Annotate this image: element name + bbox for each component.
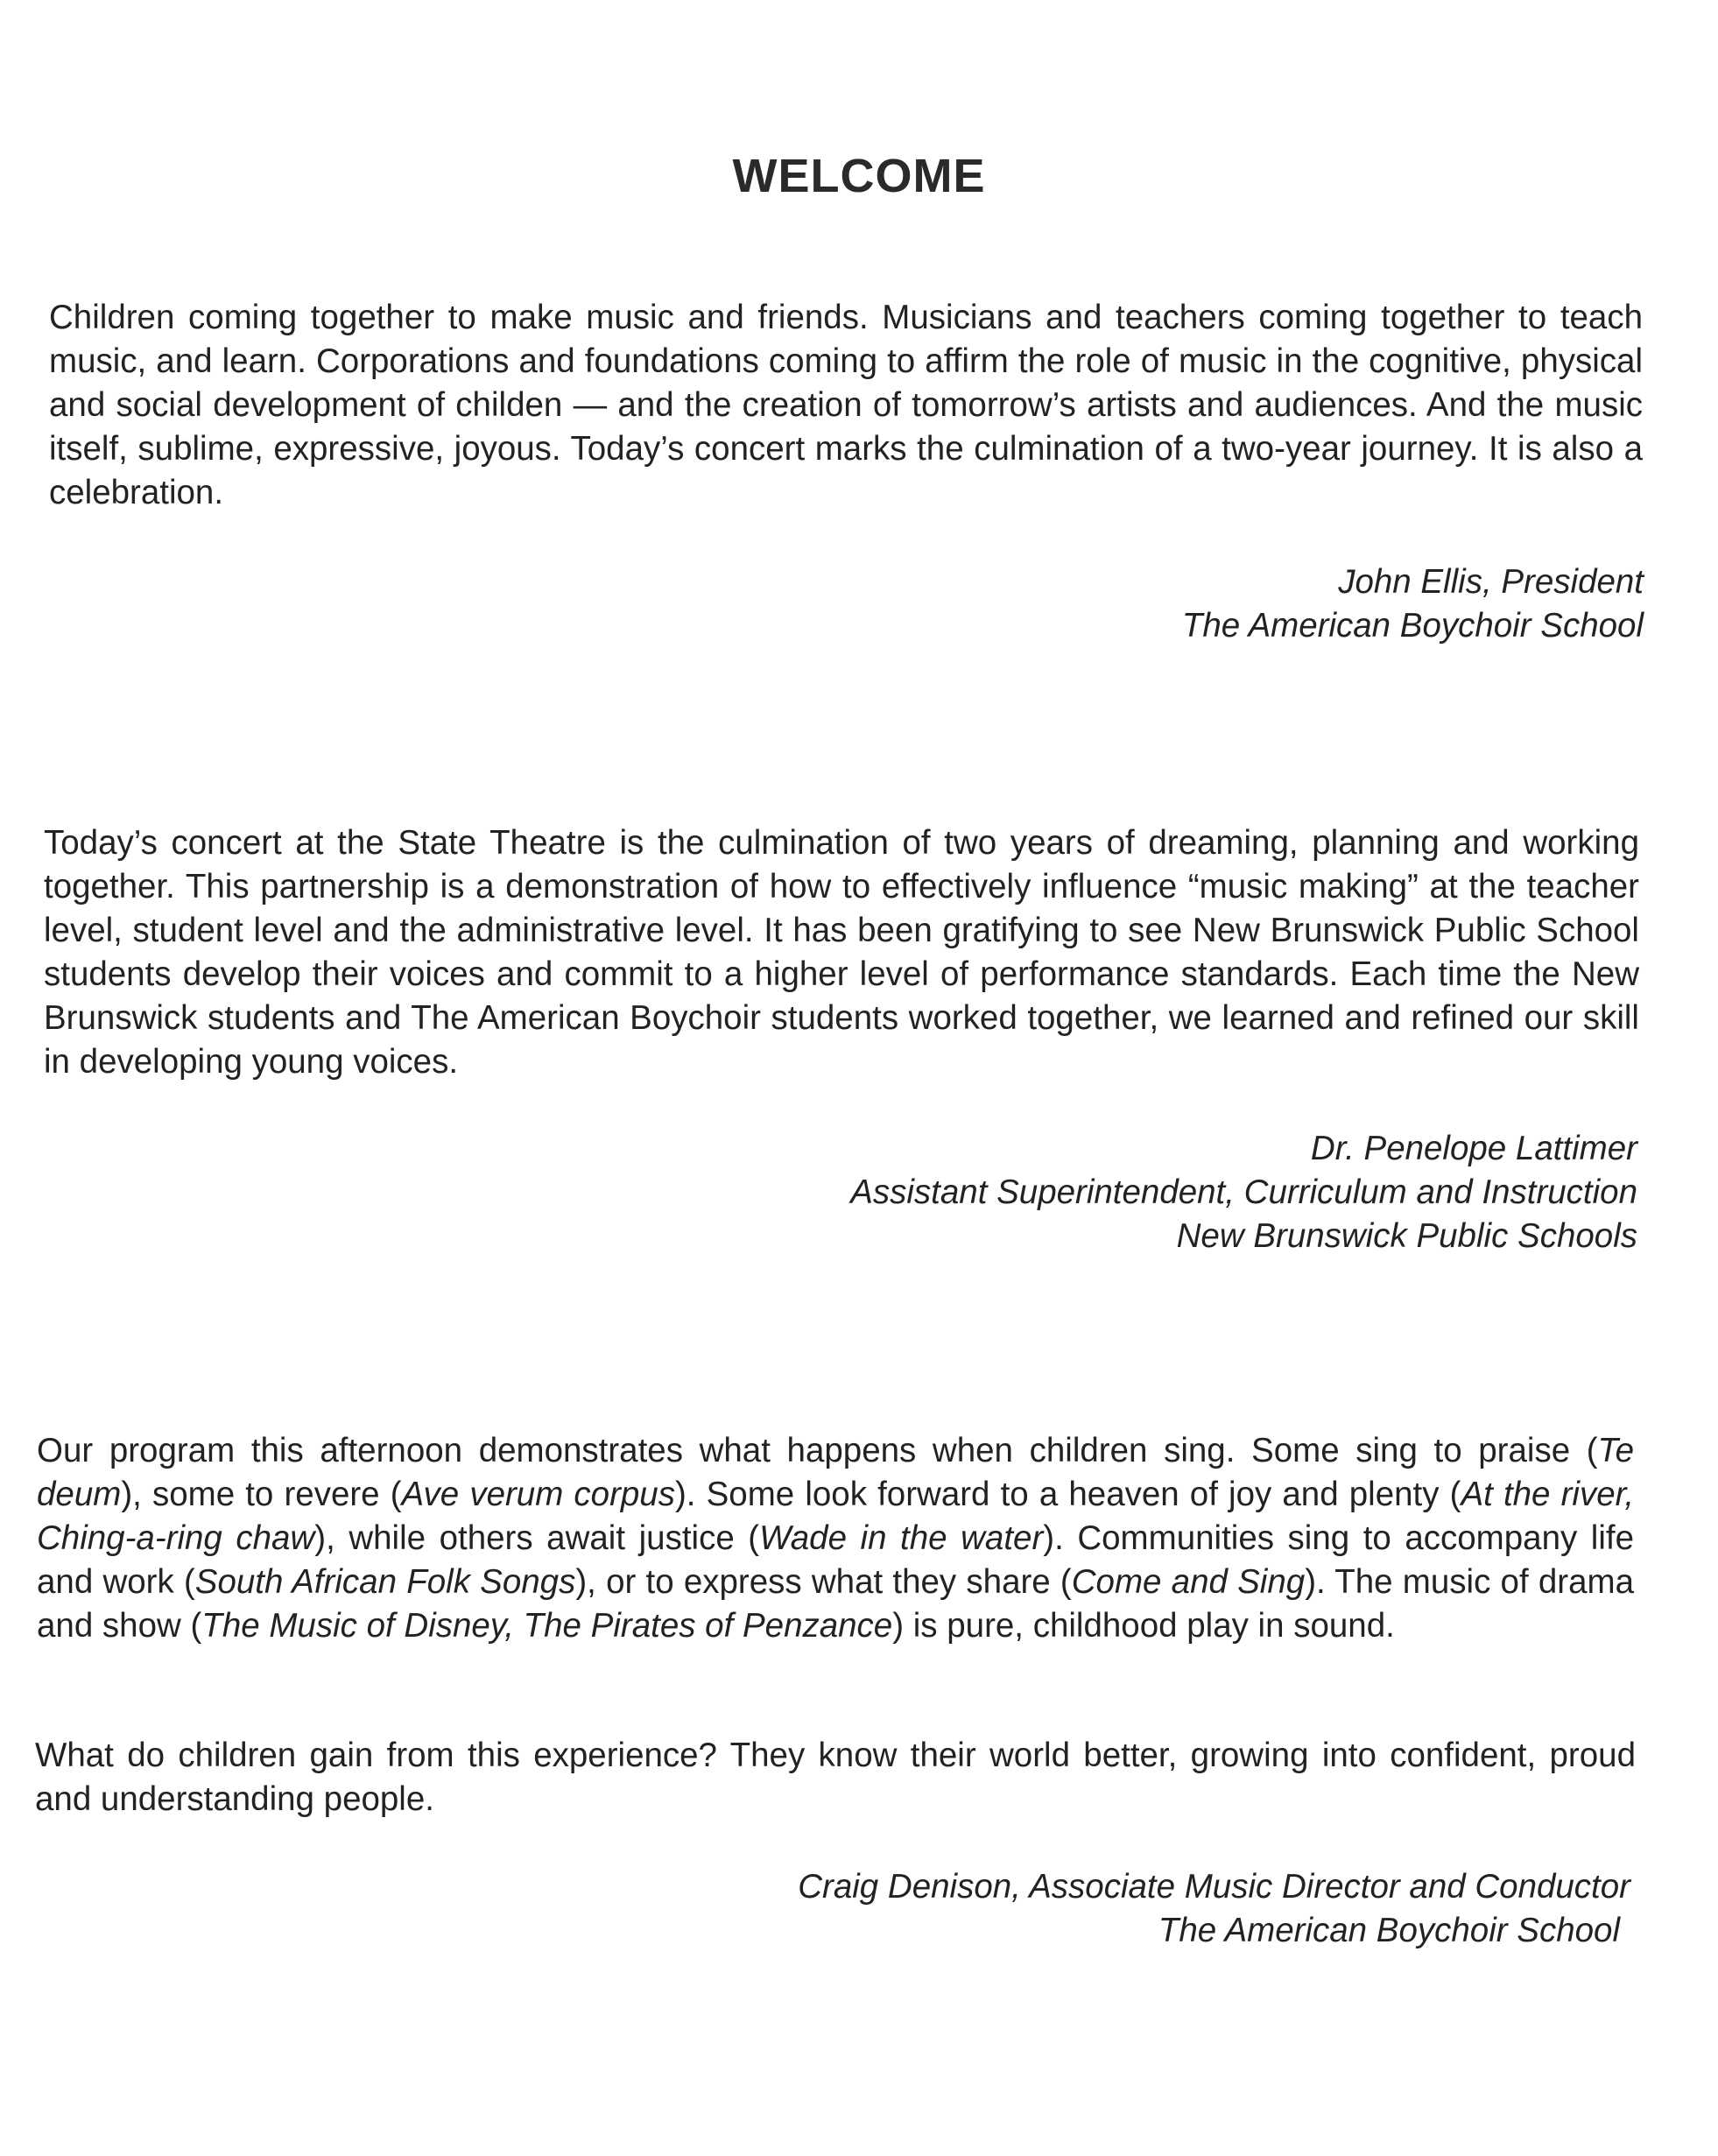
- paragraph-text: ), while others await justice (: [314, 1519, 760, 1557]
- signature-org: The American Boychoir School: [1181, 607, 1644, 645]
- signature-title: Assistant Superintendent, Curriculum and Instruction: [850, 1173, 1637, 1211]
- paragraph-text: ), some to revere (: [121, 1476, 402, 1513]
- signature-block-1: [1182, 560, 1644, 648]
- song-title: Te deum: [37, 1432, 1634, 1513]
- welcome-paragraph-4: What do children gain from this experience? They know their world better, growing into confident, proud and understanding people.: [35, 1737, 1636, 1818]
- song-title: Ave verum corpus: [401, 1476, 675, 1513]
- song-title: Come and Sing: [1071, 1563, 1306, 1601]
- paragraph-text: ), or to express what they share (: [575, 1563, 1072, 1601]
- signature-name: Dr. Penelope Lattimer: [1310, 1130, 1637, 1167]
- paragraph-text: ). Communities sing to accompany life and work (: [37, 1519, 1635, 1601]
- song-title: South African Folk Songs: [194, 1563, 576, 1601]
- signature-org: New Brunswick Public Schools: [1176, 1217, 1637, 1255]
- song-title: At the river, Ching-a-ring chaw: [37, 1476, 1635, 1557]
- signature-block-2: [850, 1127, 1637, 1258]
- paragraph-text: Our program this afternoon demonstrates what happens when children sing. Some sing to praise (: [37, 1432, 1598, 1469]
- welcome-paragraph-3: [37, 1429, 1634, 1648]
- signature-org: The American Boychoir School: [1158, 1912, 1620, 1949]
- welcome-paragraph-1: Children coming together to make music and friends. Musicians and teachers coming together to teach music, and learn. Corporations and foundations coming to affirm the role of music in the cognitive, physical and social development of childen — and the creation of tomorrow’s artists and audiences. And the music itself, sublime, expressive, joyous. Today’s concert marks the culmination of a two-year journey. It is also a celebration.: [49, 299, 1643, 511]
- paragraph-text: ) is pure, childhood play in sound.: [892, 1607, 1395, 1645]
- page-title: WELCOME: [732, 150, 986, 202]
- signature-name: Craig Denison, Associate Music Director and Conductor: [798, 1868, 1630, 1906]
- welcome-paragraph-2: Today’s concert at the State Theatre is the culmination of two years of dreaming, planning and working together. This partnership is a demonstration of how to effectively influence “music making” at the teacher level, student level and the administrative level. It has been gratifying to see New Brunswick Public School students develop their voices and commit to a higher level of performance standards. Each time the New Brunswick students and The American Boychoir students worked together, we learned and refined our skill in developing young voices.: [44, 824, 1639, 1081]
- paragraph-text: ). Some look forward to a heaven of joy and plenty (: [674, 1476, 1461, 1513]
- signature-name: John Ellis, President: [1338, 563, 1644, 601]
- signature-block-3: [798, 1865, 1630, 1953]
- song-title: Wade in the water: [759, 1519, 1044, 1557]
- song-title: The Music of Disney, The Pirates of Penzance: [201, 1607, 893, 1645]
- paragraph-text: ). The music of drama and show (: [37, 1563, 1634, 1645]
